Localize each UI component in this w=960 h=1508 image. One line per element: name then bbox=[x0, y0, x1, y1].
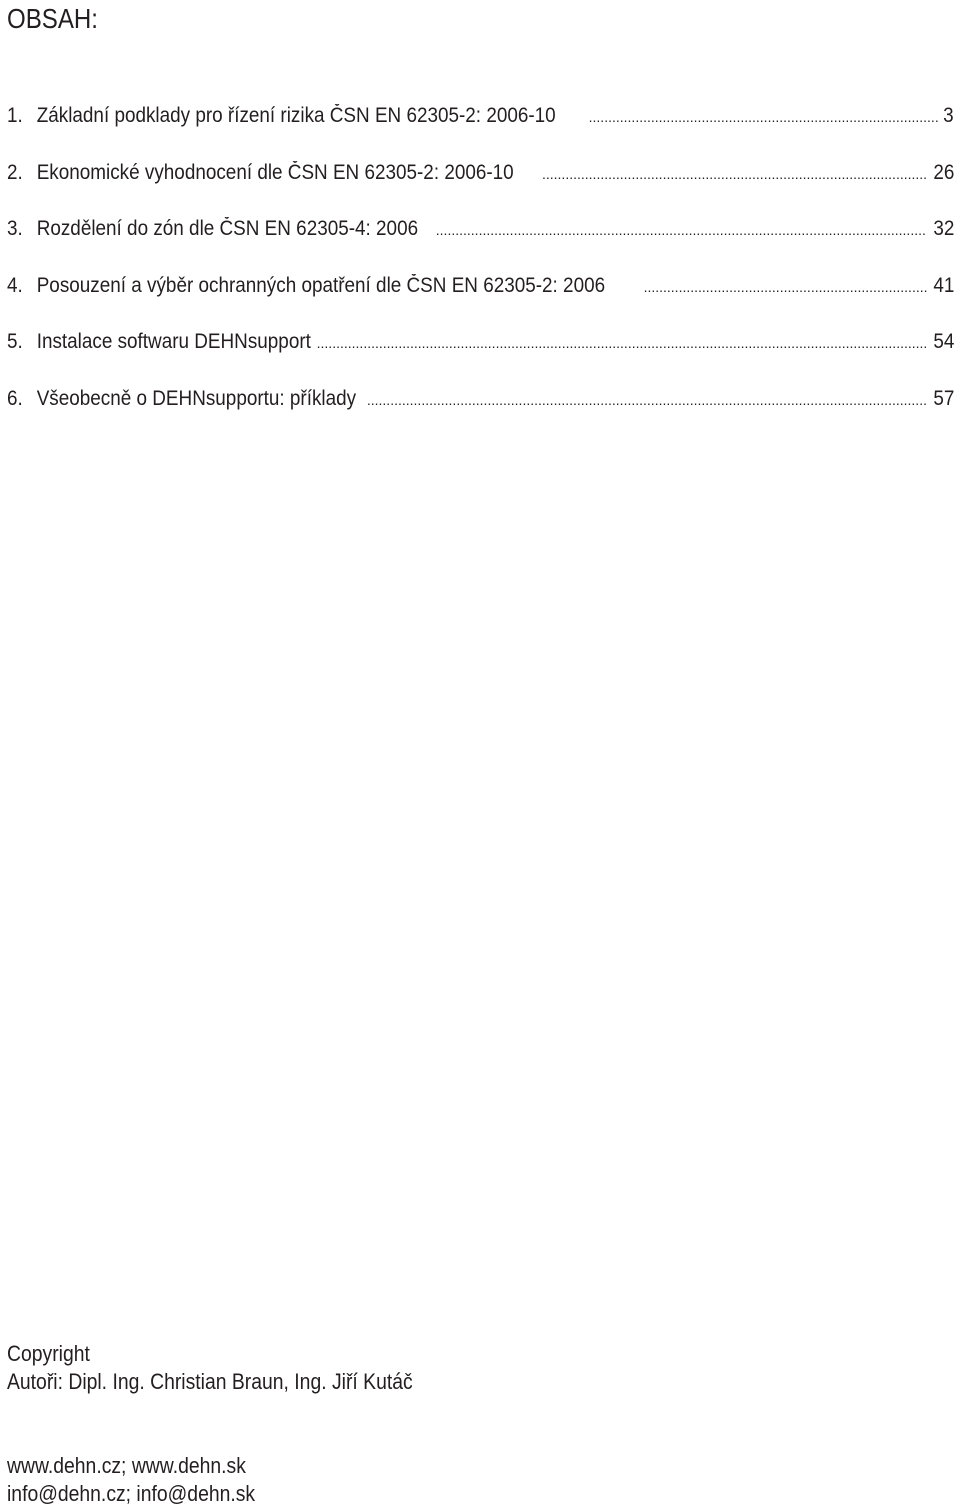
toc-entry-number: 1. bbox=[7, 104, 23, 127]
toc-entry-label: Rozdělení do zón dle ČSN EN 62305-4: 2006 bbox=[36, 217, 419, 241]
websites-line[interactable]: www.dehn.cz; www.dehn.sk bbox=[7, 1453, 246, 1478]
toc-entry-page: 3 bbox=[943, 104, 954, 127]
toc-entry-label: Všeobecně o DEHNsupportu: příklady bbox=[36, 386, 357, 410]
toc-entry-1[interactable] bbox=[7, 101, 954, 158]
toc-entry-6[interactable] bbox=[7, 384, 954, 441]
page-title: OBSAH: bbox=[7, 3, 98, 34]
toc-entry-number: 4. bbox=[7, 273, 23, 297]
toc-entry-5[interactable] bbox=[7, 327, 954, 384]
toc-leader-dots bbox=[644, 272, 927, 302]
toc-entry-title bbox=[7, 384, 356, 414]
toc-leader-dots bbox=[436, 215, 927, 245]
footer-spacer bbox=[7, 1396, 468, 1452]
toc-entry-label: Ekonomické vyhodnocení dle ČSN EN 62305-2: 2006-10 bbox=[36, 160, 514, 184]
toc-entry-title bbox=[7, 158, 514, 188]
toc-entry-page: 54 bbox=[932, 330, 954, 354]
copyright-label: Copyright bbox=[7, 1341, 90, 1366]
toc-leader-dots bbox=[317, 328, 927, 358]
footer bbox=[7, 1340, 468, 1508]
toc-leader-dots bbox=[542, 159, 927, 189]
toc-leader-dots bbox=[589, 102, 939, 132]
toc-entry-title bbox=[7, 271, 605, 301]
toc-entry-number: 5. bbox=[7, 330, 23, 354]
table-of-contents bbox=[7, 101, 954, 441]
emails-line[interactable]: info@dehn.cz; info@dehn.sk bbox=[7, 1481, 256, 1506]
toc-entry-label: Posouzení a výběr ochranných opatření dle ČSN EN 62305-2: 2006 bbox=[36, 273, 606, 297]
toc-entry-3[interactable] bbox=[7, 214, 954, 271]
toc-entry-number: 2. bbox=[7, 160, 23, 184]
toc-entry-page: 57 bbox=[932, 386, 954, 410]
toc-entry-page: 41 bbox=[932, 273, 954, 297]
toc-entry-title bbox=[7, 101, 556, 131]
toc-entry-number: 6. bbox=[7, 386, 23, 410]
authors-line: Autoři: Dipl. Ing. Christian Braun, Ing. Jiří Kutáč bbox=[7, 1369, 413, 1394]
toc-leader-dots bbox=[367, 385, 927, 415]
toc-entry-title bbox=[7, 214, 418, 244]
toc-entry-title bbox=[7, 327, 311, 357]
toc-entry-4[interactable] bbox=[7, 271, 954, 328]
toc-entry-number: 3. bbox=[7, 217, 23, 241]
toc-entry-page: 26 bbox=[932, 160, 954, 184]
toc-entry-2[interactable] bbox=[7, 158, 954, 215]
toc-entry-label: Základní podklady pro řízení rizika ČSN EN 62305-2: 2006-10 bbox=[36, 104, 556, 127]
toc-entry-label: Instalace softwaru DEHNsupport bbox=[36, 330, 311, 354]
toc-entry-page: 32 bbox=[932, 217, 954, 241]
